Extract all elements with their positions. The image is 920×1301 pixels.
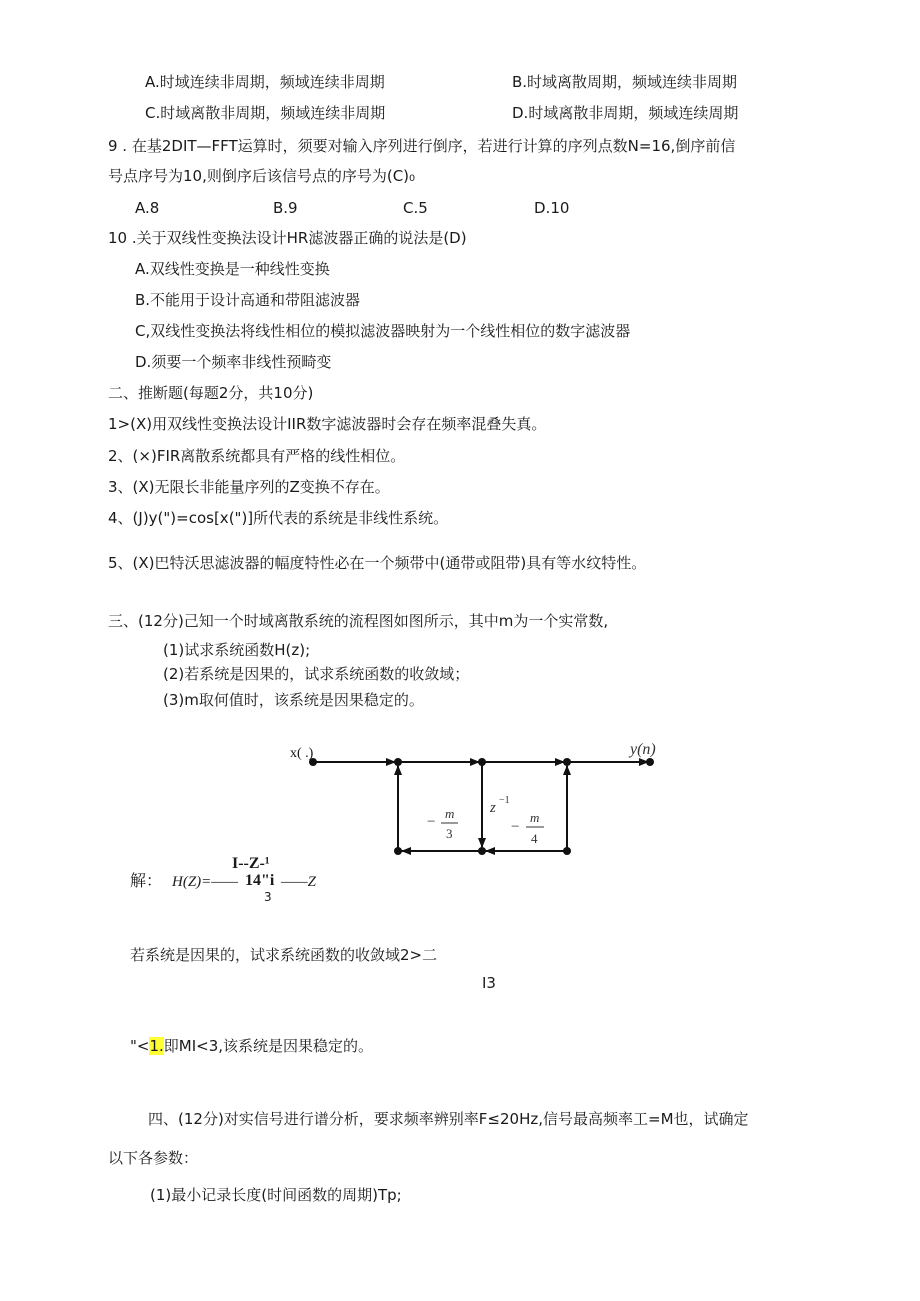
q10-stem: 10 .关于双线性变换法设计HR滤波器正确的说法是(D) [108,229,467,247]
stability-prefix: "< [130,1037,150,1055]
node-bottom-left [394,847,402,855]
section2-item-3: 3、(X)无限长非能量序列的Z变换不存在。 [108,478,390,496]
stability-highlight: 1. [149,1037,164,1055]
gain1-denominator: 3 [446,826,453,841]
gain2-numerator: m [530,810,540,825]
gain2-sign: − [511,819,520,835]
q8-option-a: A.时域连续非周期，频域连续非周期 [145,73,385,91]
gain2-denominator: 4 [531,831,538,846]
solution-prefix: 解： [130,871,163,890]
solution-roc-text: 若系统是因果的，试求系统函数的收敛域2>二 [130,946,438,964]
section2-title: 二、推断题(每题2分，共10分) [108,384,314,402]
delay-exponent: −1 [499,795,510,806]
output-label: y(n) [630,741,656,758]
q10-option-d: D.须要一个频率非线性预畸变 [135,353,332,371]
q10-option-a: A.双线性变换是一种线性变换 [135,260,330,278]
q10-option-b: B.不能用于设计高通和带阻滤波器 [135,291,361,309]
solution-numerator: I--Z-¹ [232,855,270,872]
node-3 [563,758,571,766]
node-bottom-mid [478,847,486,855]
section2-item-1: 1>(X)用双线性变换法设计IIR数字滤波器时会存在频率混叠失真。 [108,415,547,433]
section3-title: 三、(12分)己知一个时域离散系统的流程图如图所示，其中m为一个实常数, [108,612,609,630]
stability-text: 即MI<3,该系统是因果稳定的。 [163,1037,374,1055]
section3-part-1: (1)试求系统函数H(z); [163,641,311,659]
q8-option-d: D.时域离散非周期，频域连续周期 [512,104,739,122]
q9-option-a: A.8 [135,199,160,217]
section4-line2: 以下各参数： [108,1149,199,1167]
q9-option-c: C.5 [403,199,428,217]
section3-part-3: (3)m取何值时，该系统是因果稳定的。 [163,691,424,709]
flow-diagram [280,728,680,868]
q9-stem-line2: 号点序号为10,则倒序后该信号点的序号为(C)₀ [108,167,416,185]
section4-line1: 四、(12分)对实信号进行谱分析，要求频率辨别率F≤20Hz,信号最高频率工=M也，试确定 [148,1110,749,1128]
solution-stability [130,1036,373,1056]
input-label: x( .) [290,746,314,761]
solution-expr-right: ——Z [281,874,317,890]
gain1-numerator: m [445,806,455,821]
q9-stem-line1: 9 . 在基2DIT—FFT运算时，须要对输入序列进行倒序，若进行计算的序列点数N=16,倒序前信 [108,137,736,155]
section3-part-2: (2)若系统是因果的，试求系统函数的收敛域； [163,665,470,683]
section2-item-2: 2、(×)FIR离散系统都具有严格的线性相位。 [108,447,406,465]
section2-item-4: 4、(J)y(")=cos[x(")]所代表的系统是非线性系统。 [108,509,449,527]
solution-roc-sub: I3 [482,974,496,992]
solution-sub: 3 [264,890,272,904]
node-2 [478,758,486,766]
output-node [646,758,654,766]
q8-option-b: B.时域离散周期，频域连续非周期 [512,73,738,91]
section2-item-5: 5、(X)巴特沃思滤波器的幅度特性必在一个频带中(通带或阻带)具有等水纹特性。 [108,554,647,572]
q9-option-b: B.9 [273,199,298,217]
solution-expr-mid: 14"i [245,872,275,889]
q8-option-c: C.时域离散非周期，频域连续非周期 [145,104,386,122]
section4-item-1: (1)最小记录长度(时间函数的周期)Tp; [150,1186,402,1204]
node-bottom-right [563,847,571,855]
delay-label: z [490,800,496,816]
solution-expr-left: H(Z)=—— [172,874,238,890]
q10-option-c: C,双线性变换法将线性相位的模拟滤波器映射为一个线性相位的数字滤波器 [135,322,631,340]
q9-option-d: D.10 [534,199,570,217]
gain1-sign: − [427,814,436,830]
node-1 [394,758,402,766]
